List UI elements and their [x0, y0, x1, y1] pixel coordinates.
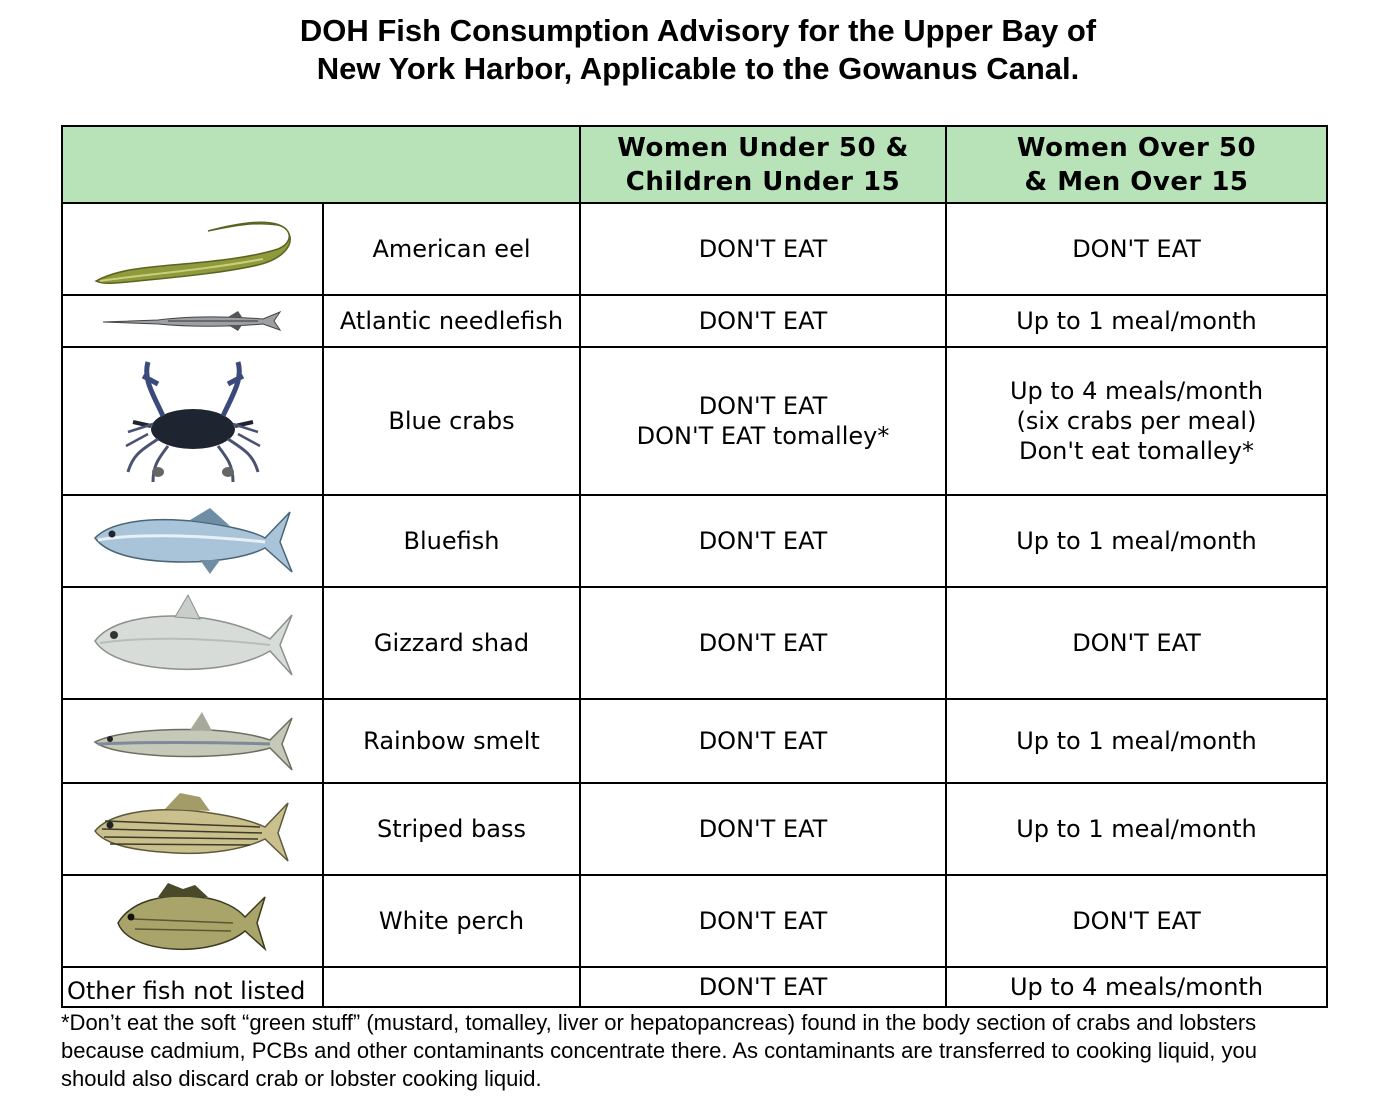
advice-women-under-50 [580, 347, 946, 495]
table-row [62, 783, 1327, 875]
species-label: Bluefish [323, 495, 580, 587]
advice-women-under-50: DON'T EAT [580, 203, 946, 295]
table-row [62, 875, 1327, 967]
white-perch-icon [62, 875, 323, 967]
advice-women-under-50: DON'T EAT [580, 587, 946, 699]
advice-women-over-50 [946, 347, 1327, 495]
species-label: American eel [323, 203, 580, 295]
american-eel-icon [62, 203, 323, 295]
bluefish-icon [62, 495, 323, 587]
advice-women-over-50: Up to 1 meal/month [946, 699, 1327, 783]
header-women-over-50: Women Over 50 & Men Over 15 [946, 126, 1327, 203]
other-fish-label: Other fish not listed [62, 967, 323, 1007]
advice-women-under-50: DON'T EAT [580, 875, 946, 967]
header-row [62, 126, 1327, 203]
table-row [62, 495, 1327, 587]
advice-women-over-50: DON'T EAT [946, 587, 1327, 699]
species-label: Gizzard shad [323, 587, 580, 699]
advice-women-under-50: DON'T EAT [580, 699, 946, 783]
advisory-table [61, 125, 1328, 1008]
table-row [62, 203, 1327, 295]
header-women-under-50: Women Under 50 & Children Under 15 [580, 126, 946, 203]
table-row-other [62, 967, 1327, 1007]
title-line-1: DOH Fish Consumption Advisory for the Upper Bay of [299, 13, 1097, 48]
species-label: Blue crabs [323, 347, 580, 495]
advice-women-over-50: Up to 4 meals/month [946, 967, 1327, 1007]
advice-women-over-50: Up to 1 meal/month [946, 495, 1327, 587]
header-blank-cell [62, 126, 580, 203]
other-blank-cell [323, 967, 580, 1007]
advice-women-under-50: DON'T EAT [580, 295, 946, 347]
advice-women-over-50: Up to 1 meal/month [946, 295, 1327, 347]
rainbow-smelt-icon [62, 699, 323, 783]
advice-line: DON'T EAT [698, 392, 828, 420]
species-label: White perch [323, 875, 580, 967]
advice-line: (six crabs per meal) [1016, 407, 1257, 435]
species-label: Atlantic needlefish [323, 295, 580, 347]
advice-line: DON'T EAT tomalley* [636, 422, 890, 450]
table-row [62, 295, 1327, 347]
species-label: Striped bass [323, 783, 580, 875]
atlantic-needlefish-icon [62, 295, 323, 347]
striped-bass-icon [62, 783, 323, 875]
advice-women-over-50: DON'T EAT [946, 875, 1327, 967]
advice-women-under-50: DON'T EAT [580, 495, 946, 587]
gizzard-shad-icon [62, 587, 323, 699]
table-row [62, 699, 1327, 783]
advice-women-under-50: DON'T EAT [580, 783, 946, 875]
table-row [62, 587, 1327, 699]
advice-line: Don't eat tomalley* [1018, 437, 1254, 465]
advice-line: Up to 4 meals/month [1009, 377, 1264, 405]
advice-women-over-50: DON'T EAT [946, 203, 1327, 295]
title-line-2: New York Harbor, Applicable to the Gowanus Canal. [316, 51, 1080, 86]
page-title [0, 12, 1375, 88]
blue-crab-icon [62, 347, 323, 495]
advice-women-over-50: Up to 1 meal/month [946, 783, 1327, 875]
species-label: Rainbow smelt [323, 699, 580, 783]
footnote: *Don’t eat the soft “green stuff” (mustard, tomalley, liver or hepatopancreas) found in the body section of crabs and lobsters because cadmium, PCBs and other contaminants concentrate there. As contaminants are transferred to cooking liquid, you should also discard crab or lobster cooking liquid. [61, 1010, 1257, 1091]
table-row [62, 347, 1327, 495]
advice-women-under-50: DON'T EAT [580, 967, 946, 1007]
